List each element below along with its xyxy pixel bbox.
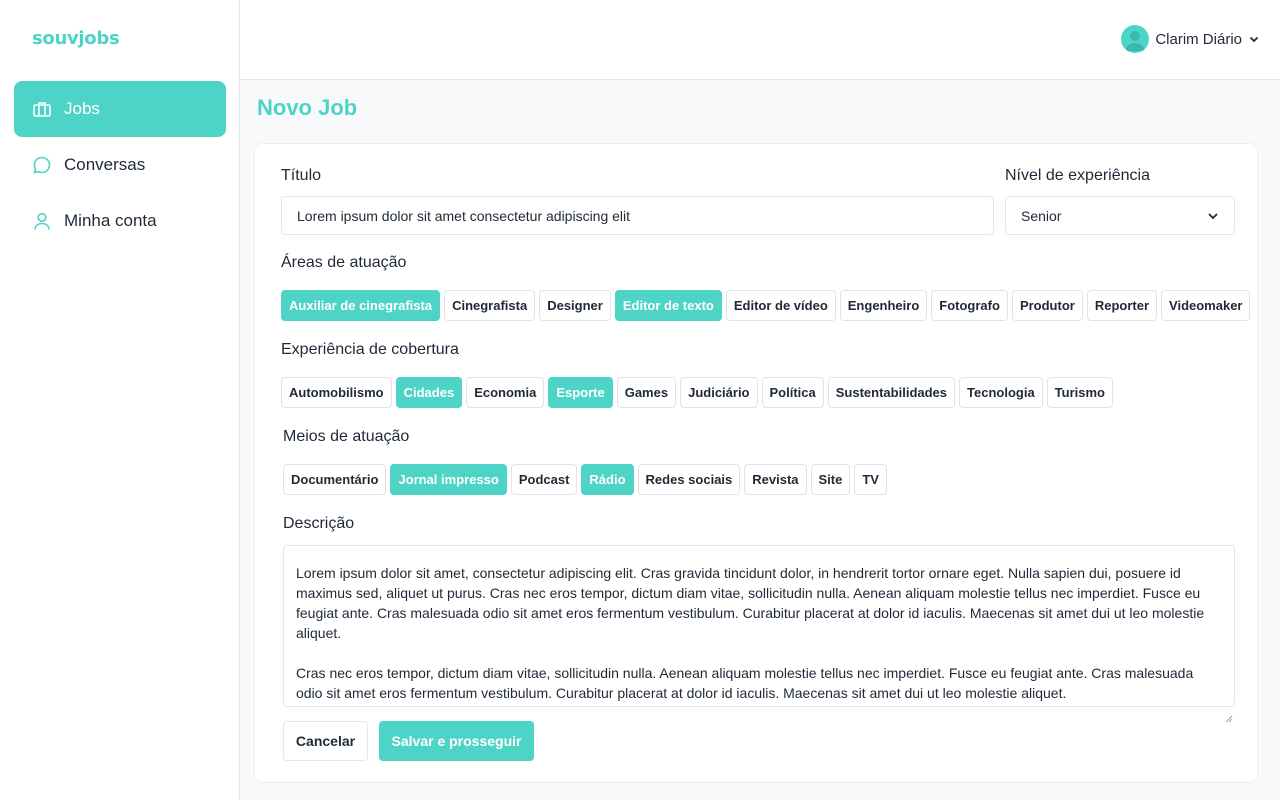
area-chip[interactable]: Engenheiro [840,290,928,321]
description-textarea[interactable] [283,545,1235,707]
description-paragraph: Cras nec eros tempor, dictum diam vitae, sollicitudin nulla. Aenean aliquam molestie tellus nec imperdiet. Fusce eu feugiat ante. Cras malesuada odio sit amet eros fermentum vestibulum. Curabitur placerat at dolor id iaculis. Maecenas sit amet dui ut leo molestie aliquet. [296,665,1194,701]
area-chip[interactable]: Produtor [1012,290,1083,321]
area-chip[interactable]: Cinegrafista [444,290,535,321]
media-chip[interactable]: Rádio [581,464,633,495]
experience-level-label: Nível de experiência [1005,167,1150,184]
user-icon [32,211,52,231]
area-chip[interactable]: Videomaker [1161,290,1250,321]
page-title: Novo Job [257,95,358,120]
media-chip[interactable]: TV [854,464,887,495]
areas-chip-group [281,290,1254,321]
coverage-chip[interactable]: Games [617,377,676,408]
user-name: Clarim Diário [1155,30,1242,48]
area-chip[interactable]: Auxiliar de cinegrafista [281,290,440,321]
resize-handle-icon[interactable] [1225,710,1233,728]
media-chip[interactable]: Site [811,464,851,495]
briefcase-icon [32,99,52,119]
area-chip[interactable]: Fotografo [931,290,1008,321]
sidebar [0,0,240,800]
chat-bubble-icon [32,155,52,175]
experience-level-value: Senior [1021,207,1062,224]
job-form-card [254,143,1258,783]
experience-level-select[interactable] [1005,196,1235,235]
coverage-chip[interactable]: Judiciário [680,377,757,408]
coverage-chip[interactable]: Sustentabilidades [828,377,955,408]
coverage-chip[interactable]: Esporte [548,377,612,408]
save-and-continue-button[interactable]: Salvar e prosseguir [379,721,534,761]
title-label: Título [281,167,322,184]
cancel-button[interactable]: Cancelar [283,721,368,761]
media-chip[interactable]: Podcast [511,464,578,495]
title-input[interactable]: Lorem ipsum dolor sit amet consectetur adipiscing elit [281,196,994,235]
chevron-down-icon [1206,209,1220,226]
coverage-chip[interactable]: Cidades [396,377,463,408]
area-chip[interactable]: Editor de texto [615,290,722,321]
coverage-chip[interactable]: Turismo [1047,377,1113,408]
coverage-chip[interactable]: Automobilismo [281,377,392,408]
areas-label: Áreas de atuação [281,254,407,271]
coverage-label: Experiência de cobertura [281,341,459,358]
sidebar-item-label: Jobs [64,99,100,118]
sidebar-nav [14,81,226,249]
media-chip[interactable]: Documentário [283,464,386,495]
media-chip[interactable]: Jornal impresso [390,464,506,495]
coverage-chip[interactable]: Tecnologia [959,377,1043,408]
area-chip[interactable]: Reporter [1087,290,1157,321]
sidebar-item-jobs[interactable] [14,81,226,137]
media-chip[interactable]: Revista [744,464,806,495]
description-paragraph: Lorem ipsum dolor sit amet, consectetur adipiscing elit. Cras gravida tincidunt dolor, in hendrerit tortor ornare eget. Nulla sapien dui, posuere id maximus sed, aliquet ut purus. Cras nec eros tempor, dictum diam vitae, sollicitudin nulla. Aenean aliquam molestie tellus nec imperdiet. Fusce eu feugiat ante. Cras malesuada odio sit amet eros fermentum vestibulum. Curabitur placerat at dolor id iaculis. Maecenas sit amet dui ut leo molestie aliquet. [296,565,1205,641]
avatar [1121,25,1149,53]
description-label: Descrição [283,515,355,532]
area-chip[interactable]: Editor de vídeo [726,290,836,321]
app-logo[interactable]: souvjobs [32,28,120,49]
media-label: Meios de atuação [283,428,410,445]
coverage-chip-group [281,377,1117,408]
user-menu[interactable] [1121,25,1260,53]
sidebar-item-label: Conversas [64,155,146,174]
sidebar-item-label: Minha conta [64,211,157,230]
sidebar-item-minha-conta[interactable] [14,193,226,249]
media-chip[interactable]: Redes sociais [638,464,741,495]
chevron-down-icon [1248,33,1260,45]
coverage-chip[interactable]: Política [762,377,824,408]
coverage-chip[interactable]: Economia [466,377,544,408]
top-bar [240,0,1280,80]
media-chip-group [283,464,891,495]
area-chip[interactable]: Designer [539,290,611,321]
sidebar-item-conversas[interactable] [14,137,226,193]
